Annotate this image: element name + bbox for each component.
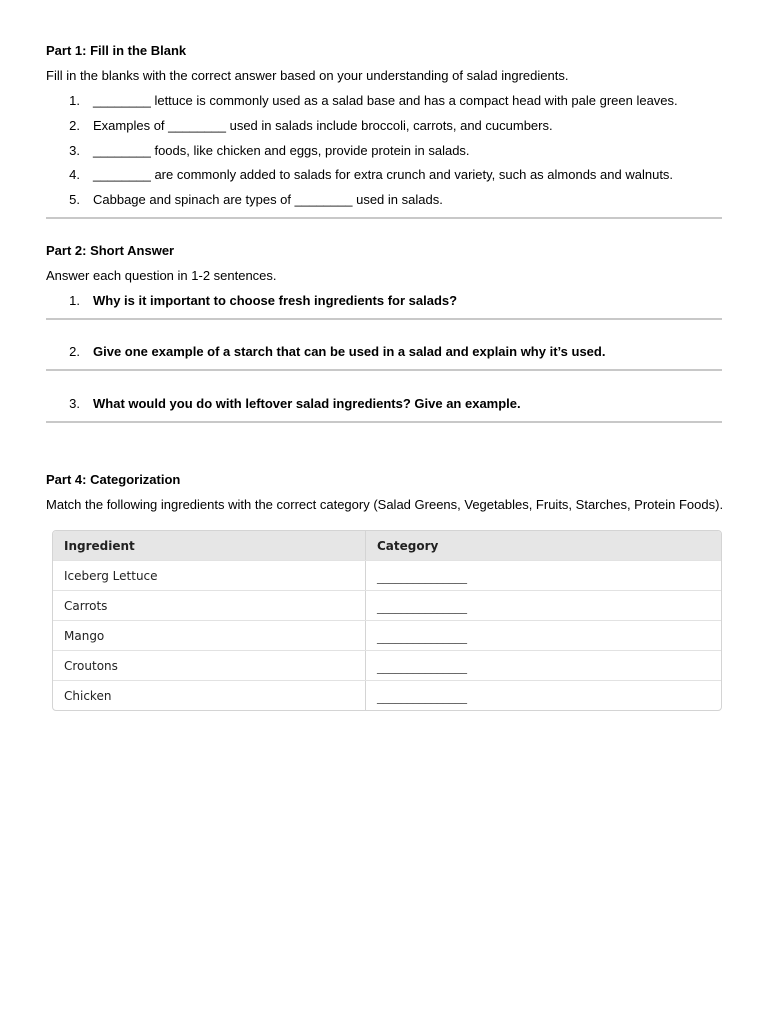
part2-title: Part 2: Short Answer xyxy=(46,243,175,258)
table-row xyxy=(53,560,721,590)
question-number: 4. xyxy=(69,167,80,182)
ingredient-cell: Mango xyxy=(53,621,366,650)
question-number: 3. xyxy=(69,396,80,411)
column-header-category: Category xyxy=(377,538,439,553)
table-row xyxy=(53,680,721,710)
categorization-table xyxy=(52,530,722,711)
ingredient-cell: Iceberg Lettuce xyxy=(53,561,366,590)
section-divider xyxy=(46,217,722,219)
question-text: ________ foods, like chicken and eggs, provide protein in salads. xyxy=(93,143,470,158)
question-number: 1. xyxy=(69,93,80,108)
category-blank: _______________ xyxy=(377,689,467,704)
part2-instruction: Answer each question in 1-2 sentences. xyxy=(46,268,277,283)
column-header-ingredient: Ingredient xyxy=(53,531,366,560)
part4-instruction: Match the following ingredients with the correct category (Salad Greens, Vegetables, Fruits, Starches, Protein Foods). xyxy=(46,497,724,512)
category-cell xyxy=(366,681,721,710)
question-number: 2. xyxy=(69,344,80,359)
ingredient-cell: Carrots xyxy=(53,591,366,620)
question-text: Why is it important to choose fresh ingredients for salads? xyxy=(93,293,458,308)
table-row xyxy=(53,590,721,620)
table-row xyxy=(53,650,721,680)
answer-line xyxy=(46,421,722,423)
table-header-row xyxy=(53,531,721,560)
question-number: 5. xyxy=(69,192,80,207)
question-number: 3. xyxy=(69,143,80,158)
ingredient-cell: Chicken xyxy=(53,681,366,710)
question-text: What would you do with leftover salad ingredients? Give an example. xyxy=(93,396,521,411)
question-text: Cabbage and spinach are types of ________ used in salads. xyxy=(93,192,443,207)
category-blank: _______________ xyxy=(377,569,467,584)
table-row xyxy=(53,620,721,650)
ingredient-cell: Croutons xyxy=(53,651,366,680)
part1-title: Part 1: Fill in the Blank xyxy=(46,43,187,58)
category-blank: _______________ xyxy=(377,659,467,674)
category-cell xyxy=(366,591,721,620)
category-cell xyxy=(366,651,721,680)
category-cell xyxy=(366,561,721,590)
part1-instruction: Fill in the blanks with the correct answer based on your understanding of salad ingredients. xyxy=(46,68,569,83)
question-text: Give one example of a starch that can be used in a salad and explain why it’s used. xyxy=(93,344,606,359)
category-blank: _______________ xyxy=(377,599,467,614)
question-text: Examples of ________ used in salads include broccoli, carrots, and cucumbers. xyxy=(93,118,553,133)
answer-line xyxy=(46,369,722,371)
question-text: ________ lettuce is commonly used as a salad base and has a compact head with pale green leaves. xyxy=(93,93,678,108)
category-cell xyxy=(366,621,721,650)
category-blank: _______________ xyxy=(377,629,467,644)
part4-title: Part 4: Categorization xyxy=(46,472,181,487)
question-number: 2. xyxy=(69,118,80,133)
question-text: ________ are commonly added to salads for extra crunch and variety, such as almonds and walnuts. xyxy=(93,167,674,182)
answer-line xyxy=(46,318,722,320)
question-number: 1. xyxy=(69,293,80,308)
